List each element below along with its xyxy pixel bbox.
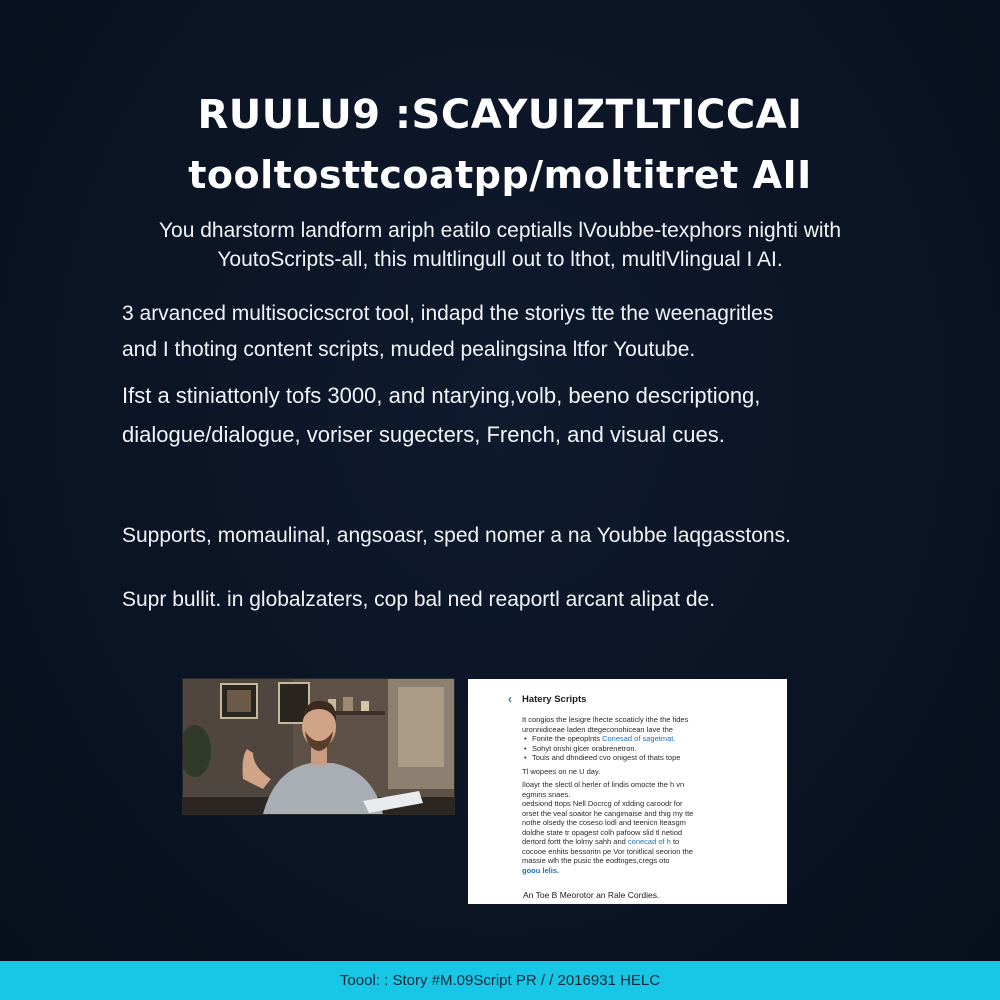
paragraph-2-line-1: Ifst a stiniattonly tofs 3000, and ntarying,volb, beeno descriptiong, — [122, 383, 761, 408]
doc-line-text: to — [672, 837, 680, 846]
doc-line: oedsiond ttops Nell Docrcg of xdding caroodr for — [522, 799, 683, 808]
presenter-illustration — [183, 679, 454, 814]
document-footer: An Toe B Meorotor an Rale Cordies. — [523, 890, 660, 900]
doc-link[interactable]: conecad of h — [627, 837, 671, 846]
intro-text — [60, 216, 940, 274]
script-document-card[interactable] — [468, 679, 787, 904]
doc-bullet: • Touis and dhndieed cvo onigest of thats tope — [522, 753, 765, 763]
headline — [0, 88, 1000, 204]
video-thumbnail[interactable] — [182, 678, 455, 815]
footer-text: Toool: : Story #M.09Script PR / / 2016931 HELC — [339, 972, 661, 989]
doc-bullet: • Sohyt onshi glcer orabrenetron. — [522, 744, 765, 754]
doc-line: doldhe state tr opagest colh pafoow slid tl netiod — [522, 827, 683, 837]
doc-line: massie wlh the pusic the eodtnges,cregs oto — [522, 856, 670, 865]
doc-link[interactable]: goou lelis. — [522, 865, 560, 875]
headline-line-1: RUULU9 :SCAYUIZTLTICCAI — [197, 92, 803, 138]
intro-line-2: YoutoScripts-all, this multlingull out to lthot, multlVlingual I AI. — [217, 248, 783, 271]
document-title: Hatery Scripts — [522, 694, 587, 705]
doc-link[interactable]: Conesad of sagetmat. — [602, 734, 676, 743]
doc-line-text: dertord fortt the lolmy sahh and — [522, 837, 626, 846]
doc-line: nothe olsedy the coseso lodl and teenicn lteasgm — [522, 818, 686, 827]
doc-line — [522, 837, 765, 847]
doc-line: Iloayr the slectl ol herler of lindis omocte the h vn — [522, 780, 685, 789]
doc-line: egmins snaes. — [522, 789, 571, 799]
paragraph-2-line-2: dialogue/dialogue, voriser sugecters, French, and visual cues. — [122, 422, 725, 447]
doc-bullet-text: Fonite the opeoplnts — [532, 734, 600, 743]
paragraph-1-line-1: 3 arvanced multisocicscrot tool, indapd the storiys tte the weenagritles — [122, 302, 774, 325]
footer-bar — [0, 961, 1000, 1000]
doc-line: orset the veal soaitor he cangimaise and thig my tte — [522, 808, 694, 818]
paragraph-1-line-2: and I thoting content scripts, muded pealingsina ltfor Youtube. — [122, 338, 696, 361]
document-body — [522, 715, 765, 875]
doc-line: uronnidiceae laden dtegeconohicean lave the — [522, 724, 673, 734]
paragraph-1 — [122, 296, 902, 368]
doc-line: It congios the lesigre lhecte scoaticly ithe the fides — [522, 715, 689, 724]
doc-line: cocooe enhits bessoritn pe Vor tonitlical seorion the — [522, 846, 693, 856]
doc-line: Tl wopees on ne U day. — [522, 766, 601, 776]
intro-line-1: You dharstorm landform ariph eatilo ceptialls lVoubbe-texphors nighti with — [158, 219, 842, 242]
doc-bullet — [522, 734, 765, 744]
paragraph-4: Supr bullit. in globalzaters, cop bal ned reaportl arcant alipat de. — [122, 588, 716, 611]
paragraph-2 — [122, 376, 902, 454]
chevron-left-icon[interactable]: ‹ — [508, 692, 512, 706]
paragraph-3: Supports, momaulinal, angsoasr, sped nomer a na Youbbe laqgasstons. — [122, 524, 791, 547]
headline-line-2: tooltosttcoatpp/moltitret AII — [188, 153, 812, 197]
